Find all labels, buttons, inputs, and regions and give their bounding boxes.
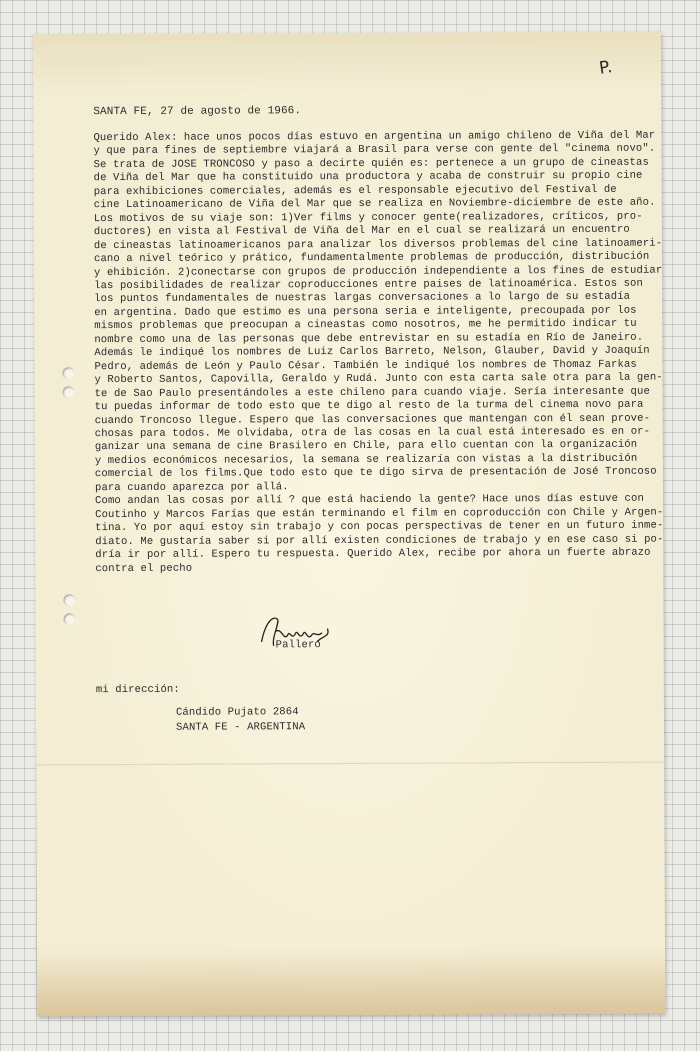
body-line: Los motivos de su viaje son: 1)Ver films y conocer gente(realizadores, críticos, pro- [93,210,643,225]
body-line: cuando Troncoso llegue. Espero que las conversaciones que mantengan con él sean prove- [94,412,651,427]
body-line: contra el pecho [95,562,193,575]
body-line: en argentina. Dado que estimo es una persona seria e inteligente, precoupada por los [94,304,637,319]
letter-body [93,130,665,576]
body-line: para exhibiciones comerciales, además es el responsable ejecutivo del Festival de [93,183,617,198]
letter-date: SANTA FE, 27 de agosto de 1966. [93,105,302,119]
body-line: tu puedas informar de todo esto que te digo al resto de la turma del cinema novo para [94,398,644,414]
body-line: cano a nivel teórico y prático, fundamentalmente problemas de producción, distribución [93,250,650,266]
body-line: dría ir por allí. Espero tu respuesta. Querido Alex, recibe por ahora un fuerte abrazo [95,546,651,562]
paper-fold [36,762,664,766]
body-line: nombre como una de las personas que debe entrevistar en su estadía en Río de Janeiro. [94,331,644,346]
body-line: los puntos fundamentales de nuestras largas conversaciones a lo largo de su estadía [94,291,631,306]
body-line: Querido Alex: hace unos pocos días estuvo en argentina un amigo chileno de Viña del Mar [93,129,656,145]
body-line: Pedro, además de León y Paulo César. También le indiqué los nombres de Thomaz Farkas [94,358,637,373]
body-line: ductores) en vista al Festival de Viña del Mar en el cual se realizará un encuentro [93,223,630,239]
body-line: las posibilidades de realizar coproducciones entre paises de latinoamérica. Estos son [94,277,643,293]
address-line: Cándido Pujato 2864 [175,706,299,719]
body-line: ganizar una semana de cine Brasilero en Chile, para ello cuentan con la organización [94,439,638,454]
sender-address [176,705,305,736]
punch-hole [62,367,74,379]
body-line: diato. Me gustaría saber si por allí existen condiciones de trabajo y en ese caso si po- [95,533,664,548]
punch-hole [63,594,75,606]
body-line: de cineastas latinoamericanos para analizar los diversos problemas del cine latinoameri- [93,237,663,252]
body-line: mismos problemas que preocupan a cineastas como nosotros, me he permitido indicar tu [94,318,637,333]
sender-name: Pallero [275,639,321,652]
body-line: y medios económicos necesarios, la semana se realizaría con vistas a la distribución [94,452,638,467]
body-line: y que para fines de septiembre viajará a Brasil para verse con gente del "cinema novo". [93,143,656,158]
body-line: y ehibición. 2)conectarse con grupos de producción independiente a los fines de estudiar [94,264,663,279]
body-line: Además le indiqué los nombres de Luiz Carlos Barreto, Nelson, Glauber, David y Joaquín [94,344,650,360]
body-line: y Roberto Santos, Capovilla, Geraldo y Rudá. Junto con esta carta sale otra para la gen- [94,371,663,387]
body-line: para cuando aparezca por allá. [94,481,289,494]
page-mark: P. [597,57,614,79]
punch-hole [63,386,75,398]
letter-sheet [33,32,665,1017]
body-line: Se trata de JOSE TRONCOSO y paso a decirte quién es: pertenece a un grupo de cineastas [93,156,649,172]
body-line: Como andan las cosas por allí ? que está haciendo la gente? Hace unos días estuve con [95,492,644,508]
body-line: Coutinho y Marcos Farías que están terminando el film en coproducción con Chile y Argen- [95,506,664,521]
address-line: SANTA FE - ARGENTINA [176,721,306,734]
body-line: tina. Yo por aquí estoy sin trabajo y con pocas perspectivas de tener en un futuro inme- [95,519,664,535]
body-line: te de Sao Paulo presentándoles a este chileno para cuando viaje. Sería interesante que [94,385,650,400]
paper-stain [37,954,665,1017]
body-line: chosas para todos. Me olvidaba, otra de las cosas en la cual está interesado es en or- [94,425,651,441]
body-line: comercial de los films.Que todo esto que te digo sirva de presentación de José Troncoso [94,465,657,481]
address-label: mi dirección: [95,683,180,697]
body-line: cine Latinoamericano de Viña del Mar que se realiza en Noviembre-diciembre de este año. [93,196,656,212]
body-line: de Viña del Mar que ha constituido una productora y acaba de construir su propio cine [93,170,643,185]
punch-hole [64,613,76,625]
